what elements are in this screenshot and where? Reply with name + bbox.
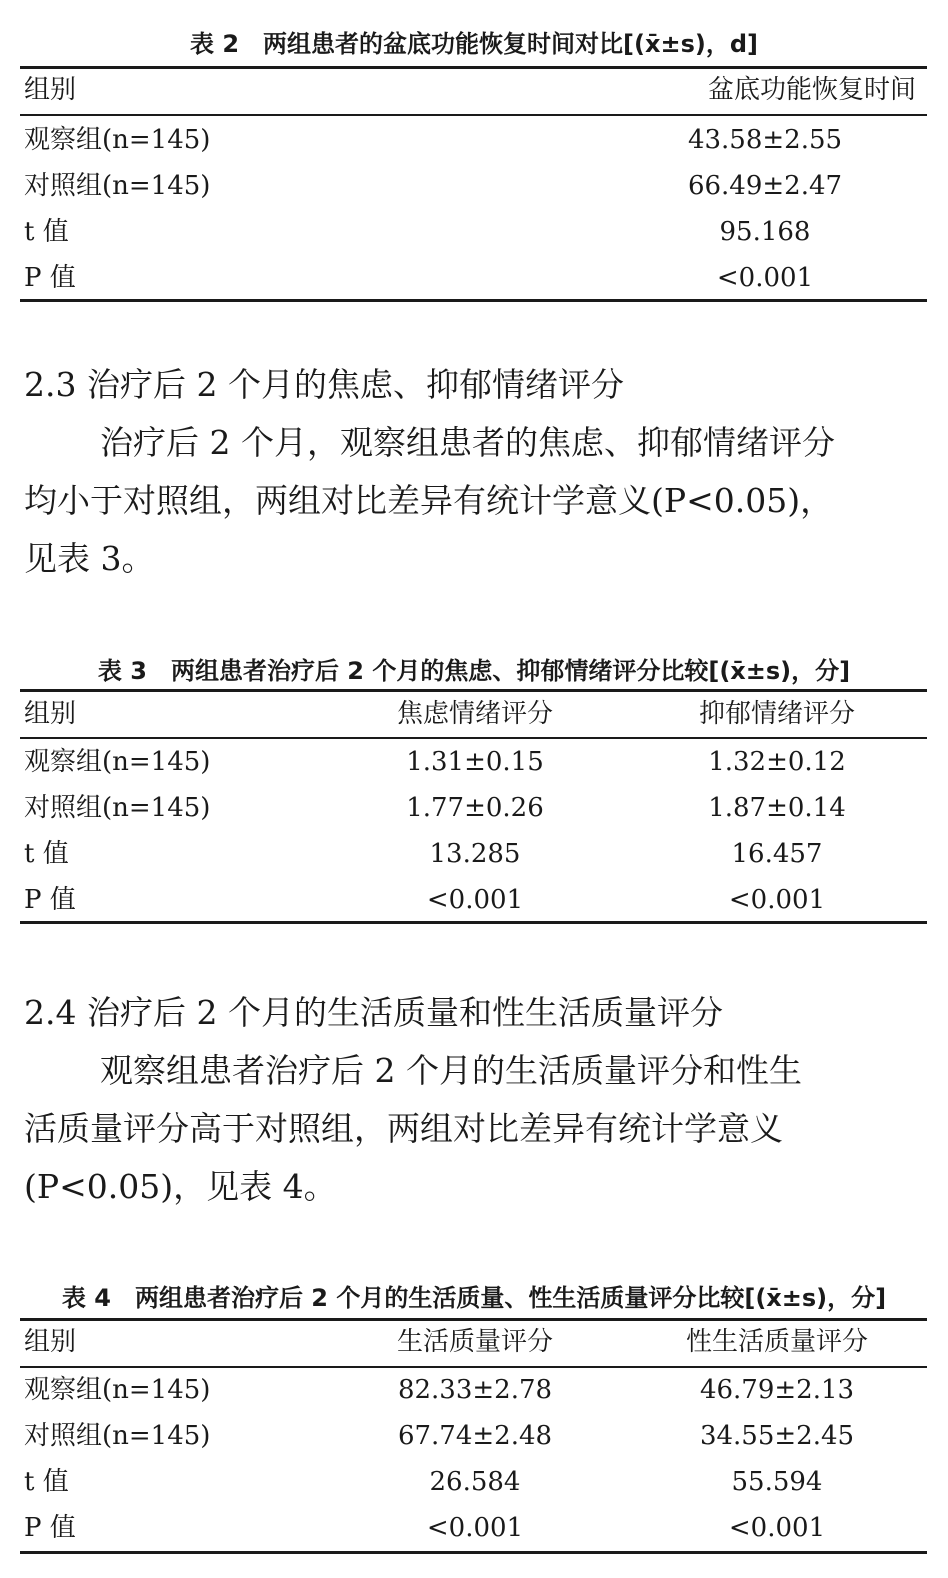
table3-header-group: 组别 — [24, 699, 77, 729]
table3-top-rule — [20, 689, 927, 692]
table2-bottom-rule — [20, 299, 927, 302]
section-2-3-heading: 2.3 治疗后 2 个月的焦虑、抑郁情绪评分 — [24, 365, 624, 404]
table3-title: 表 3 两组患者治疗后 2 个月的焦虑、抑郁情绪评分比较[(x̄±s)，分] — [97, 657, 851, 685]
table3-row-label: P 值 — [24, 885, 76, 915]
table4-row-value: 82.33±2.78 — [397, 1375, 553, 1405]
table4-row-label: 观察组(n=145) — [24, 1375, 211, 1405]
table3-row-value: <0.001 — [426, 885, 524, 915]
table3-header-col2: 抑郁情绪评分 — [698, 699, 855, 729]
table2-row-value: 66.49±2.47 — [687, 171, 843, 201]
table4-row-label: t 值 — [24, 1467, 69, 1497]
table3-row-label: 对照组(n=145) — [24, 793, 211, 823]
table2-row-label: 对照组(n=145) — [24, 171, 211, 201]
table4-row-value: 46.79±2.13 — [699, 1375, 855, 1405]
section-2-4-line: 观察组患者治疗后 2 个月的生活质量评分和性生 — [100, 1051, 802, 1090]
section-2-4-line: (P<0.05)，见表 4。 — [24, 1167, 337, 1206]
table4-header-col2: 性生活质量评分 — [685, 1327, 868, 1357]
table4-row-label: P 值 — [24, 1513, 76, 1543]
table4-title: 表 4 两组患者治疗后 2 个月的生活质量、性生活质量评分比较[(x̄±s)，分] — [61, 1284, 887, 1312]
section-2-4-heading: 2.4 治疗后 2 个月的生活质量和性生活质量评分 — [24, 993, 723, 1032]
table3-bottom-rule — [20, 921, 927, 924]
table2-row-label: 观察组(n=145) — [24, 125, 211, 155]
table4-row-value: <0.001 — [426, 1513, 524, 1543]
table4-row-value: <0.001 — [728, 1513, 826, 1543]
section-2-4-line: 活质量评分高于对照组，两组对比差异有统计学意义 — [24, 1109, 783, 1148]
section-2-3-line: 均小于对照组，两组对比差异有统计学意义(P<0.05)， — [24, 481, 834, 520]
table2-top-rule — [20, 66, 927, 69]
table2-row-label: t 值 — [24, 217, 69, 247]
section-2-3-line: 见表 3。 — [24, 539, 155, 578]
table3-header-col1: 焦虑情绪评分 — [396, 699, 553, 729]
table4-row-value: 67.74±2.48 — [397, 1421, 553, 1451]
table4-top-rule — [20, 1318, 927, 1321]
table4-row-value: 55.594 — [731, 1467, 823, 1497]
table3-row-label: t 值 — [24, 839, 69, 869]
table3-row-value: <0.001 — [728, 885, 826, 915]
table2-header-group: 组别 — [24, 75, 77, 105]
table2-header-rule — [20, 114, 927, 116]
table4-header-group: 组别 — [24, 1327, 77, 1357]
table3-row-value: 13.285 — [429, 839, 521, 869]
table3-row-label: 观察组(n=145) — [24, 747, 211, 777]
table2-row-value: 43.58±2.55 — [687, 125, 843, 155]
table4-header-col1: 生活质量评分 — [396, 1327, 553, 1357]
table4-row-value: 34.55±2.45 — [699, 1421, 855, 1451]
table3-row-value: 1.31±0.15 — [406, 747, 544, 777]
table3-row-value: 1.87±0.14 — [708, 793, 846, 823]
table3-row-value: 1.77±0.26 — [406, 793, 544, 823]
table2-header-col1: 盆底功能恢复时间 — [707, 75, 916, 105]
section-2-3-line: 治疗后 2 个月，观察组患者的焦虑、抑郁情绪评分 — [100, 423, 835, 462]
table4-row-label: 对照组(n=145) — [24, 1421, 211, 1451]
table4-row-value: 26.584 — [429, 1467, 521, 1497]
table3-row-value: 16.457 — [731, 839, 823, 869]
table2-row-value: 95.168 — [719, 217, 811, 247]
table4-header-rule — [20, 1366, 927, 1368]
table2-title: 表 2 两组患者的盆底功能恢复时间对比[(x̄±s)，d] — [190, 30, 758, 58]
table2-row-value: <0.001 — [716, 263, 814, 293]
table3-row-value: 1.32±0.12 — [708, 747, 846, 777]
table4-bottom-rule — [20, 1551, 927, 1554]
table3-header-rule — [20, 737, 927, 739]
table2-row-label: P 值 — [24, 263, 76, 293]
